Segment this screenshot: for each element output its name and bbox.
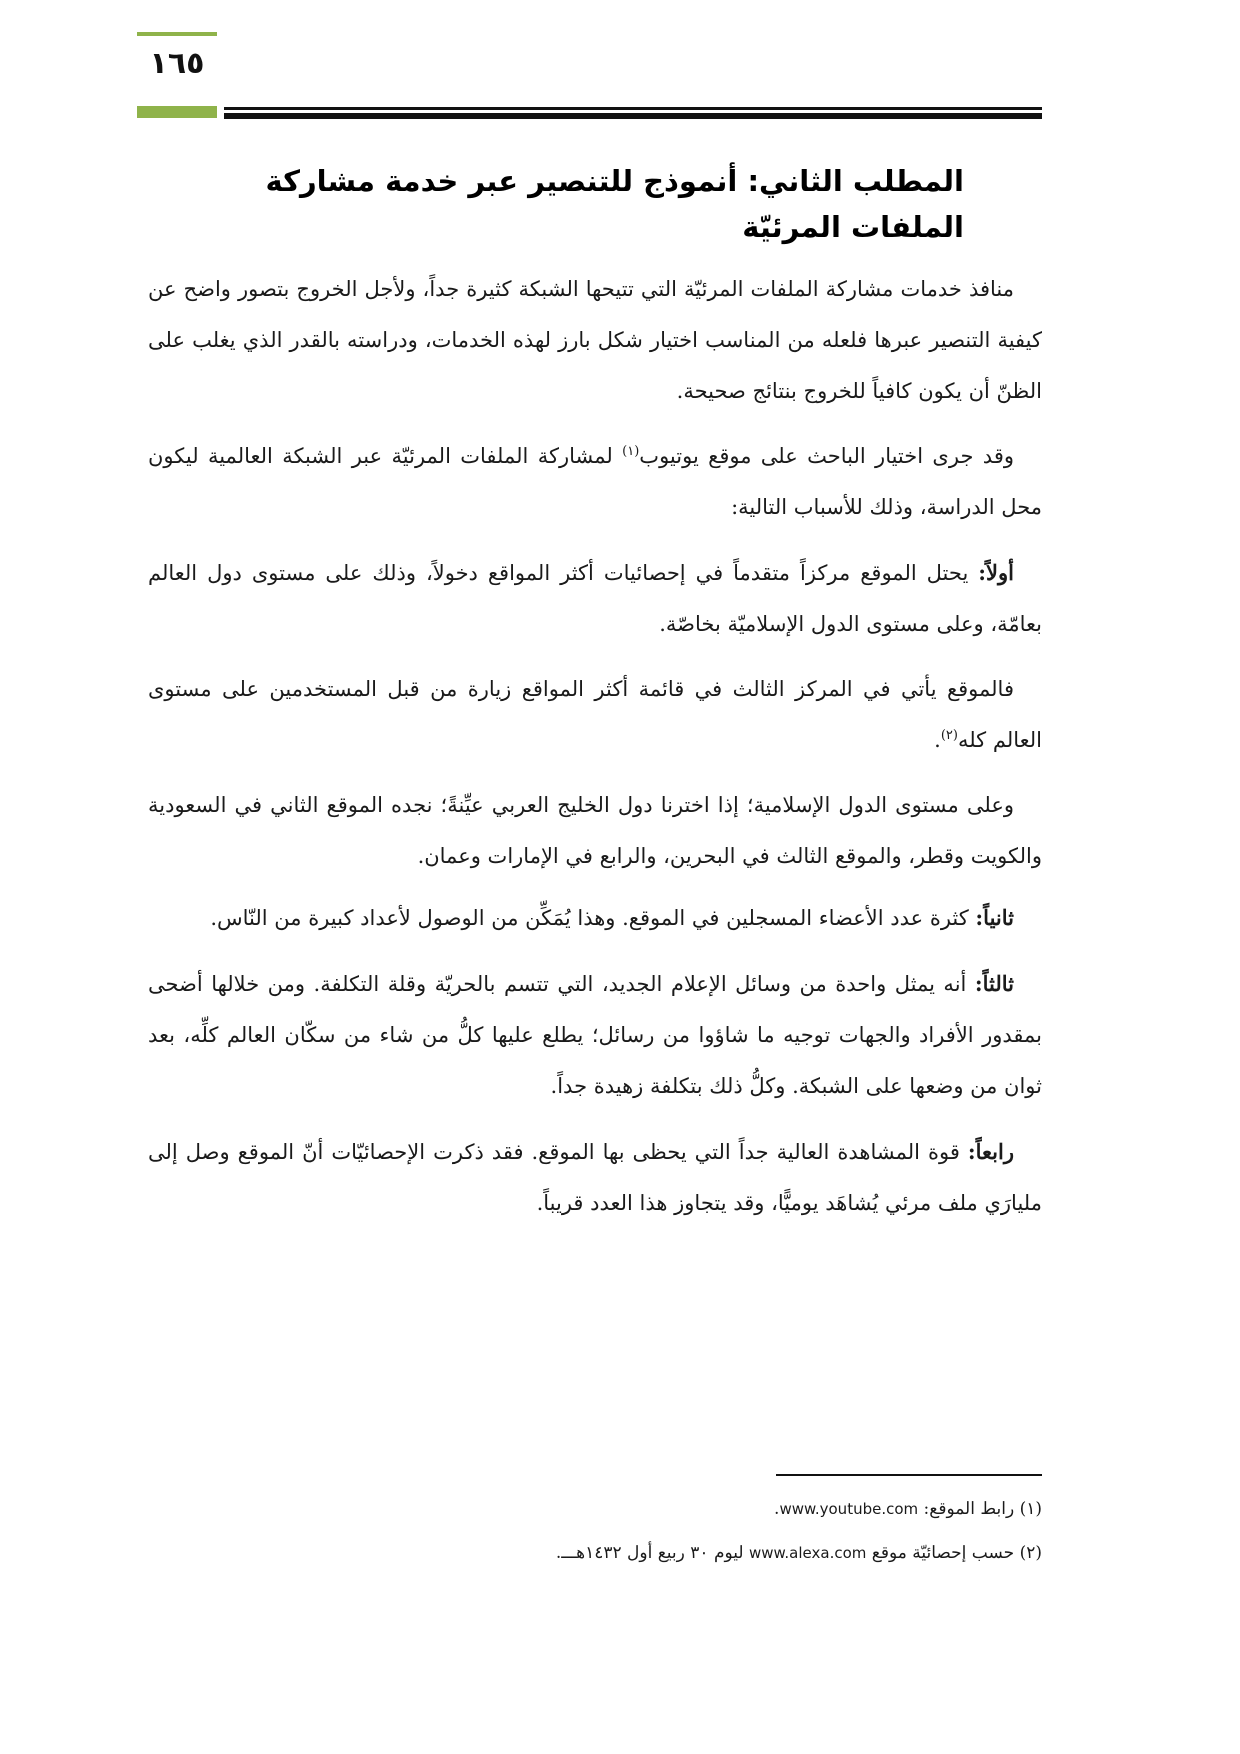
paragraph-reason-third [148, 958, 1042, 1112]
main-content [148, 158, 1042, 1243]
paragraph-ranking-text: فالموقع يأتي في المركز الثالث في قائمة أكثر المواقع زيارة من قبل المستخدمين على مستوى العالم كله [148, 677, 1042, 752]
footnote-1-text: رابط الموقع: [918, 1499, 1020, 1519]
paragraph-selection-text: وقد جرى اختيار الباحث على موقع يوتيوب [639, 444, 1014, 468]
reason-fourth-text: قوة المشاهدة العالية جداً التي يحظى بها الموقع. فقد ذكرت الإحصائيّات أنّ الموقع وصل إلى مليارَي ملف مرئي يُشاهَد يوميًّا، وقد يتجاوز هذا العدد قريباً. [148, 1140, 1042, 1215]
reason-fourth-label: رابعاً: [967, 1139, 1014, 1164]
paragraph-ranking [148, 664, 1042, 766]
footnote-1-end: . [774, 1499, 780, 1519]
footnote-2-text: حسب إحصائيّة موقع [866, 1543, 1020, 1563]
footnote-2-link[interactable]: www.alexa.com [748, 1544, 867, 1562]
reason-third-text: أنه يمثل واحدة من وسائل الإعلام الجديد، التي تتسم بالحريّة وقلة التكلفة. ومن خلالها أضحى بمقدور الأفراد والجهات توجيه ما شاؤوا من رسائل؛ يطلع عليها كلُّ من شاء من سكّان العالم كلِّه، بعد ثوان من وضعها على الشبكة. وكلُّ ذلك بتكلفة زهيدة جداً. [148, 972, 1042, 1098]
paragraph-reason-fourth [148, 1126, 1042, 1229]
footnote-separator [776, 1474, 1042, 1476]
reason-second-text: كثرة عدد الأعضاء المسجلين في الموقع. وهذا يُمَكِّن من الوصول لأعداد كبيرة من النّاس. [210, 906, 976, 930]
paragraph-reason-second [148, 892, 1042, 944]
header-rule-thick [224, 113, 1042, 119]
paragraph-intro: منافذ خدمات مشاركة الملفات المرئيّة التي تتيحها الشبكة كثيرة جداً، ولأجل الخروج بتصور واضح عن كيفية التنصير عبرها فلعله من المناسب اختيار شكل بارز لهذه الخدمات، ودراسته بالقدر الذي يغلب على الظنّ أن يكون كافياً للخروج بنتائج صحيحة. [148, 277, 1042, 403]
reason-first-text: يحتل الموقع مركزاً متقدماً في إحصائيات أكثر المواقع دخولاً، وذلك على مستوى دول العالم بعامّة، وعلى مستوى الدول الإسلاميّة بخاصّة. [148, 561, 1042, 636]
section-heading: المطلب الثاني: أنموذج للتنصير عبر خدمة مشاركة الملفات المرئيّة [265, 164, 964, 244]
paragraph-selection-text-rest: لمشاركة الملفات المرئيّة عبر الشبكة العالمية ليكون محل الدراسة، وذلك للأسباب التالية: [148, 444, 1042, 519]
paragraph-gulf: وعلى مستوى الدول الإسلامية؛ إذا اخترنا دول الخليج العربي عيِّنةً؛ نجده الموقع الثاني في السعودية والكويت وقطر، والموقع الثالث في البحرين، والرابع في الإمارات وعمان. [148, 793, 1042, 868]
footnote-2 [148, 1534, 1042, 1572]
footnote-2-number: (٢) [1019, 1543, 1042, 1563]
footnote-ref-2[interactable]: (٢) [940, 728, 958, 743]
reason-third-label: ثالثاً: [974, 971, 1014, 996]
paragraph-selection [148, 431, 1042, 533]
footnote-2-end: ليوم ٣٠ ربيع أول ١٤٣٢هـــ. [555, 1543, 749, 1563]
footnote-1-number: (١) [1019, 1499, 1042, 1519]
header-accent-bar-bottom [137, 106, 217, 118]
reason-first-label: أولاً: [978, 560, 1014, 585]
header-rule-thin [224, 107, 1042, 110]
reason-second-label: ثانياً: [975, 905, 1014, 930]
paragraph-reason-first [148, 547, 1042, 650]
page-number: ١٦٥ [149, 46, 205, 81]
footnote-1 [148, 1490, 1042, 1528]
paragraph-ranking-end: . [934, 728, 941, 752]
footnotes [148, 1490, 1042, 1578]
footnote-ref-1[interactable]: (١) [622, 444, 640, 459]
footnote-1-link[interactable]: www.youtube.com [779, 1500, 919, 1518]
header-accent-bar-top [137, 32, 217, 36]
